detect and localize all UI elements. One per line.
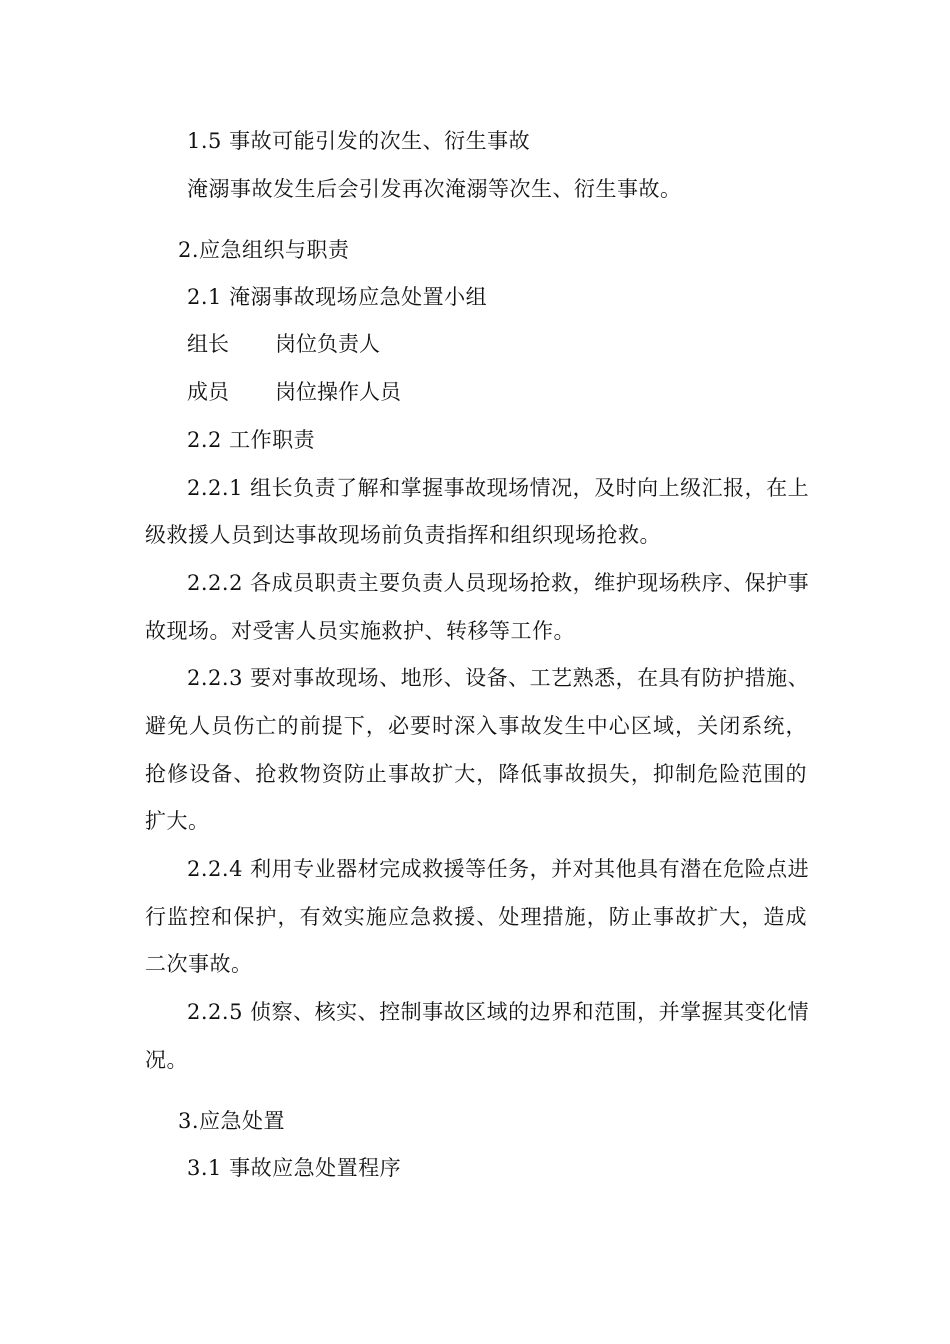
item-2-2-3-line-4: 扩大。 xyxy=(145,809,210,833)
item-2-2-4-line-2: 行监控和保护，有效实施应急救援、处理措施，防止事故扩大，造成 xyxy=(145,905,807,929)
section-heading-2-1: 2.1 淹溺事故现场应急处置小组 xyxy=(187,285,488,309)
role-value-leader: 岗位负责人 xyxy=(275,332,380,356)
item-2-2-3-line-1: 2.2.3 要对事故现场、地形、设备、工艺熟悉，在具有防护措施、 xyxy=(187,666,810,690)
item-2-2-2-line-1: 2.2.2 各成员职责主要负责人员现场抢救，维护现场秩序、保护事 xyxy=(187,571,810,595)
item-2-2-5-line-1: 2.2.5 侦察、核实、控制事故区域的边界和范围，并掌握其变化情 xyxy=(187,1000,810,1024)
role-value-member: 岗位操作人员 xyxy=(275,380,401,404)
item-2-2-4-line-3: 二次事故。 xyxy=(145,952,253,976)
paragraph-1-5-body: 淹溺事故发生后会引发再次淹溺等次生、衍生事故。 xyxy=(187,177,682,201)
section-heading-1-5: 1.5 事故可能引发的次生、衍生事故 xyxy=(187,129,531,153)
item-2-2-5-line-2: 况。 xyxy=(145,1048,188,1072)
role-label-leader: 组长 xyxy=(187,332,229,356)
item-2-2-3-line-2: 避免人员伤亡的前提下，必要时深入事故发生中心区域，关闭系统， xyxy=(145,714,807,738)
section-heading-2: 2.应急组织与职责 xyxy=(178,238,350,262)
section-heading-2-2: 2.2 工作职责 xyxy=(187,428,316,452)
role-label-member: 成员 xyxy=(187,380,229,404)
item-2-2-2-line-2: 故现场。对受害人员实施救护、转移等工作。 xyxy=(145,619,575,643)
section-heading-3-1: 3.1 事故应急处置程序 xyxy=(187,1156,402,1180)
item-2-2-1-line-2: 级救援人员到达事故现场前负责指挥和组织现场抢救。 xyxy=(145,523,661,547)
item-2-2-1-line-1: 2.2.1 组长负责了解和掌握事故现场情况，及时向上级汇报，在上 xyxy=(187,476,810,500)
item-2-2-4-line-1: 2.2.4 利用专业器材完成救援等任务，并对其他具有潜在危险点进 xyxy=(187,857,810,881)
item-2-2-3-line-3: 抢修设备、抢救物资防止事故扩大，降低事故损失，抑制危险范围的 xyxy=(145,762,807,786)
section-heading-3: 3.应急处置 xyxy=(178,1109,286,1133)
